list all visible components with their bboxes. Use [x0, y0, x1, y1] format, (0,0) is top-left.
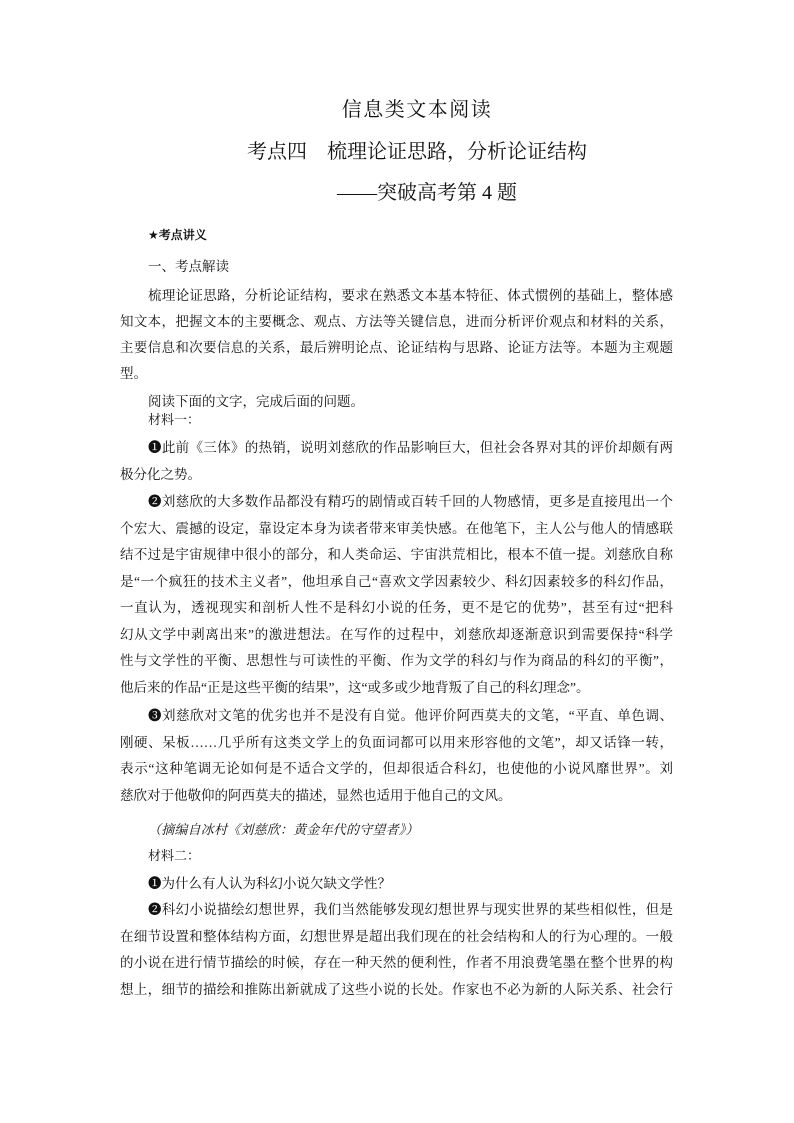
lecture-tag: ★考点讲义 — [148, 228, 207, 242]
material-2-paragraph-1 — [120, 871, 673, 898]
paragraph-line: ❷刘慈欣的大多数作品都没有精巧的剧情或百转千回的人物感情，更多是直接甩出一个 — [148, 494, 673, 509]
paragraph-line: 结不过是宇宙规律中很小的部分，和人类命运、宇宙洪荒相比，根本不值一提。刘慈欣自称 — [120, 547, 673, 562]
material-1-paragraph-1 — [120, 435, 673, 488]
paragraph-line: ❷科幻小说描绘幻想世界，我们当然能够发现幻想世界与现实世界的某些相似性，但是 — [148, 902, 673, 917]
material-2-label-block — [120, 844, 673, 868]
paragraph-line: 表示“这种笔调无论如何是不适合文学的，但却很适合科幻，也使他的小说风靡世界”。刘 — [120, 761, 673, 776]
paragraph-line: 型。 — [120, 366, 147, 381]
paragraph-line: 个宏大、震撼的设定，靠设定本身为读者带来审美快感。在他笔下，主人公与他人的情感联 — [120, 520, 673, 536]
source-citation: （摘编自冰村《刘慈欣：黄金年代的守望者》） — [148, 822, 419, 837]
material-1-label-block — [120, 408, 673, 432]
paragraph-line: 极分化之势。 — [120, 466, 201, 482]
paragraph-line: 性与文学性的平衡、思想性与可读性的平衡、作为文学的科幻与作为商品的科幻的平衡”， — [120, 653, 673, 668]
instruction-text: 阅读下面的文字，完成后面的问题。 — [148, 394, 364, 409]
paragraph-line: 刚硬、呆板……几乎所有这类文学上的负面词都可以用来形容他的文笔”，却又话锋一转， — [120, 734, 673, 750]
section-heading-block — [120, 254, 673, 280]
paragraph-line: 是“一个疯狂的技术主义者”，他坦承自己“喜欢文学因素较少、科幻因素较多的科幻作品， — [120, 573, 673, 589]
page-title: 信息类文本阅读 — [341, 99, 493, 121]
paragraph-line: 他后来的作品“正是这些平衡的结果”，这“或多或少地背叛了自己的科幻理念”。 — [120, 679, 590, 695]
material-2-paragraph-2 — [120, 897, 673, 1003]
paragraph-line: 在细节设置和整体结构方面，幻想世界是超出我们现在的社会结构和人的行为心理的。一般 — [120, 928, 673, 944]
explanation-paragraph — [120, 283, 673, 387]
material-2-label: 材料二： — [148, 848, 201, 863]
paragraph-line: 主要信息和次要信息的关系，最后辨明论点、论证结构与思路、论证方法等。本题为主观题 — [120, 340, 673, 355]
section-heading: 一、考点解读 — [148, 259, 229, 274]
paragraph-line: 的小说在进行情节描绘的时候，存在一种天然的便利性，作者不用浪费笔墨在整个世界的构 — [120, 955, 673, 970]
source-citation-block — [120, 817, 673, 844]
paragraph-line: ❶此前《三体》的热销，说明刘慈欣的作品影响巨大，但社会各界对其的评价却颇有两 — [148, 440, 673, 455]
paragraph-line: ❶为什么有人认为科幻小说欠缺文学性？ — [148, 876, 391, 891]
topic-subtitle: ——突破高考第 4 题 — [337, 182, 517, 204]
paragraph-line: ❸刘慈欣对文笔的优劣也并不是没有自觉。他评价阿西莫夫的文笔，“平直、单色调、 — [148, 708, 673, 723]
material-1-paragraph-2 — [120, 489, 673, 701]
paragraph-line: 梳理论证思路，分析论证结构，要求在熟悉文本基本特征、体式惯例的基础上，整体感 — [148, 288, 673, 303]
paragraph-line: 幻从文学中剥离出来”的激进想法。在写作的过程中，刘慈欣却逐渐意识到需要保持“科学 — [120, 626, 673, 642]
paragraph-line: 想上，细节的描绘和推陈出新就成了这些小说的长处。作家也不必为新的人际关系、社会行 — [120, 981, 673, 997]
material-1-label: 材料一： — [148, 412, 201, 427]
paragraph-line: 一直认为，透视现实和剖析人性不是科幻小说的任务，更不是它的优势”，甚至有过“把科 — [120, 600, 673, 615]
material-1-paragraph-3 — [120, 703, 673, 809]
paragraph-line: 慈欣对于他敬仰的阿西莫夫的描述，显然也适用于他自己的文风。 — [120, 787, 512, 803]
topic-title: 考点四 梳理论证思路，分析论证结构 — [247, 141, 587, 163]
paragraph-line: 知文本，把握文本的主要概念、观点、方法等关键信息，进而分析评价观点和材料的关系， — [120, 314, 673, 329]
